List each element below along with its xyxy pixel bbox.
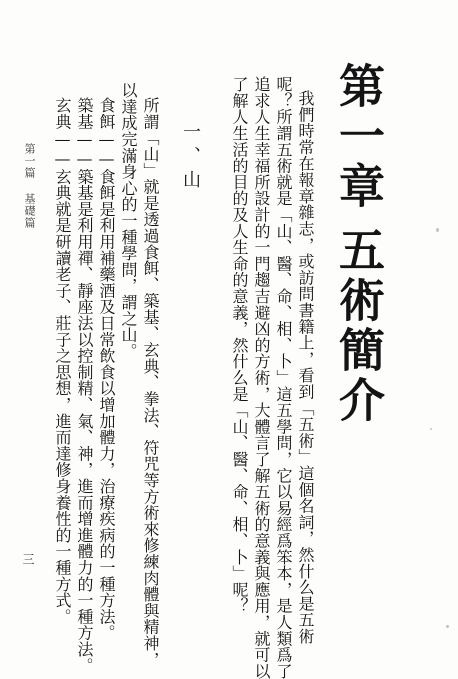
section-line-2: 以達成完滿身心的一種學問，謂之山。 xyxy=(119,82,138,360)
section-line-1: 所謂「山」就是透過食餌、築基、玄典、拳法、符咒等方術來修練肉體與精神， xyxy=(141,97,160,668)
chapter-label: 第一章 xyxy=(332,62,386,212)
section-line-4: 築基——築基是利用禪、靜座法以控制精、氣、神，進而增進體力的一種方法。 xyxy=(75,97,94,674)
scan-speck xyxy=(430,428,432,430)
intro-line-1: 我們時常在報章雜志，或訪問書籍上，看到「五術」這個名詞，然什么是五術 xyxy=(296,90,315,645)
page-number: 三 xyxy=(21,553,35,565)
section-line-5: 玄典——玄典就是研讀老子、莊子之思想，進而達修身養性的一種方式。 xyxy=(53,97,72,625)
section-line-3: 食餌——食餌是利用補藥酒及日常飲食以增加體力，治療疾病的一種方法。 xyxy=(97,97,116,641)
intro-line-2: 呢？所謂五術就是「山、醫、命、相、卜」這五學問，它以易經爲笨本，是人類爲了 xyxy=(274,76,293,679)
intro-line-4: 了解人生活的目的及人生命的意義，然什么是「山、醫、命、相、卜」呢？ xyxy=(230,76,249,614)
scan-speck xyxy=(436,228,439,232)
scan-speck xyxy=(446,625,449,628)
running-footer: 第一篇 基礎篇 xyxy=(23,143,36,229)
intro-line-3: 追求人生幸福所設計的一門趨吉避凶的方術，大體言了解五術的意義與應用，就可以 xyxy=(252,76,271,679)
section-heading: 一、山 xyxy=(180,122,201,194)
chapter-title: 五術簡介 xyxy=(332,226,386,426)
